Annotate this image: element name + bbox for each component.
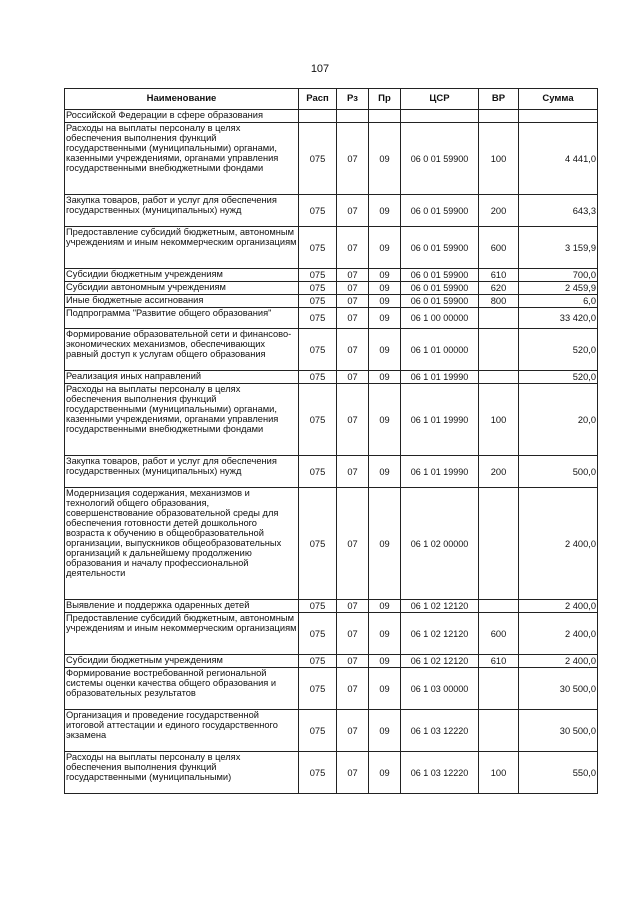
row-rz: 07 [337, 710, 369, 752]
table-row [65, 456, 598, 488]
header-sum: Сумма [519, 89, 598, 110]
row-rasp: 075 [299, 655, 337, 668]
row-name: Субсидии бюджетным учреждениям [65, 655, 299, 668]
row-pr: 09 [369, 613, 401, 655]
table-row [65, 308, 598, 329]
row-pr: 09 [369, 752, 401, 794]
row-name: Российской Федерации в сфере образования [65, 110, 299, 123]
header-vr: ВР [479, 89, 519, 110]
row-name: Формирование образовательной сети и финансово-экономических механизмов, обеспечивающих равный доступ к услугам общего образования [65, 329, 299, 371]
row-rasp: 075 [299, 488, 337, 600]
row-csr: 06 1 01 19990 [401, 371, 479, 384]
row-rasp: 075 [299, 227, 337, 269]
table-row [65, 295, 598, 308]
row-csr: 06 0 01 59900 [401, 269, 479, 282]
row-pr: 09 [369, 456, 401, 488]
row-sum: 550,0 [519, 752, 598, 794]
row-sum: 700,0 [519, 269, 598, 282]
table-row [65, 282, 598, 295]
row-rasp: 075 [299, 371, 337, 384]
row-csr: 06 0 01 59900 [401, 123, 479, 195]
row-pr: 09 [369, 668, 401, 710]
budget-table [64, 88, 598, 794]
row-sum: 33 420,0 [519, 308, 598, 329]
row-rasp: 075 [299, 195, 337, 227]
row-rasp: 075 [299, 282, 337, 295]
row-sum: 4 441,0 [519, 123, 598, 195]
row-rasp: 075 [299, 613, 337, 655]
header-csr: ЦСР [401, 89, 479, 110]
row-pr: 09 [369, 600, 401, 613]
table-row [65, 600, 598, 613]
row-sum: 2 400,0 [519, 655, 598, 668]
header-pr: Пр [369, 89, 401, 110]
row-csr: 06 0 01 59900 [401, 295, 479, 308]
row-rasp: 075 [299, 752, 337, 794]
row-vr: 200 [479, 456, 519, 488]
row-csr: 06 1 03 00000 [401, 668, 479, 710]
row-pr: 09 [369, 227, 401, 269]
row-pr: 09 [369, 384, 401, 456]
row-name: Субсидии автономным учреждениям [65, 282, 299, 295]
row-sum: 2 459,9 [519, 282, 598, 295]
row-rasp: 075 [299, 710, 337, 752]
table-row [65, 329, 598, 371]
row-sum: 6,0 [519, 295, 598, 308]
row-rz: 07 [337, 600, 369, 613]
row-name: Расходы на выплаты персоналу в целях обеспечения выполнения функций государственными (муниципальными) органами, казенными учреждениями, органами управления государственными внебюджетными фондами [65, 123, 299, 195]
header-rasp: Расп [299, 89, 337, 110]
row-rasp: 075 [299, 668, 337, 710]
row-rz: 07 [337, 329, 369, 371]
row-name: Предоставление субсидий бюджетным, автономным учреждениям и иным некоммерческим организациям [65, 227, 299, 269]
row-sum [519, 110, 598, 123]
row-rz: 07 [337, 308, 369, 329]
row-vr [479, 668, 519, 710]
row-rz: 07 [337, 752, 369, 794]
row-csr: 06 1 01 19990 [401, 456, 479, 488]
row-name: Расходы на выплаты персоналу в целях обеспечения выполнения функций государственными (муниципальными) [65, 752, 299, 794]
row-sum: 520,0 [519, 329, 598, 371]
table-row [65, 655, 598, 668]
row-vr: 610 [479, 655, 519, 668]
row-csr: 06 1 02 12120 [401, 600, 479, 613]
row-rz: 07 [337, 282, 369, 295]
row-pr: 09 [369, 123, 401, 195]
row-vr: 620 [479, 282, 519, 295]
row-rz: 07 [337, 195, 369, 227]
row-vr [479, 488, 519, 600]
row-pr: 09 [369, 269, 401, 282]
row-csr: 06 1 03 12220 [401, 710, 479, 752]
row-sum: 30 500,0 [519, 668, 598, 710]
row-rz: 07 [337, 295, 369, 308]
table-row [65, 195, 598, 227]
row-name: Иные бюджетные ассигнования [65, 295, 299, 308]
row-sum: 520,0 [519, 371, 598, 384]
row-name: Закупка товаров, работ и услуг для обеспечения государственных (муниципальных) нужд [65, 195, 299, 227]
row-rasp: 075 [299, 456, 337, 488]
row-csr: 06 1 02 12120 [401, 655, 479, 668]
row-pr: 09 [369, 329, 401, 371]
row-sum: 3 159,9 [519, 227, 598, 269]
row-pr: 09 [369, 195, 401, 227]
row-vr [479, 710, 519, 752]
row-csr: 06 0 01 59900 [401, 195, 479, 227]
row-pr: 09 [369, 282, 401, 295]
row-name: Закупка товаров, работ и услуг для обеспечения государственных (муниципальных) нужд [65, 456, 299, 488]
row-sum: 30 500,0 [519, 710, 598, 752]
row-rz: 07 [337, 668, 369, 710]
row-sum: 2 400,0 [519, 613, 598, 655]
row-sum: 20,0 [519, 384, 598, 456]
row-vr [479, 308, 519, 329]
row-sum: 2 400,0 [519, 488, 598, 600]
table-row [65, 710, 598, 752]
row-name: Реализация иных направлений [65, 371, 299, 384]
row-rasp: 075 [299, 123, 337, 195]
row-vr: 100 [479, 123, 519, 195]
table-row [65, 752, 598, 794]
row-csr [401, 110, 479, 123]
row-name: Выявление и поддержка одаренных детей [65, 600, 299, 613]
row-csr: 06 1 01 19990 [401, 384, 479, 456]
row-rz [337, 110, 369, 123]
row-name: Формирование востребованной региональной системы оценки качества общего образования и образовательных результатов [65, 668, 299, 710]
row-csr: 06 1 00 00000 [401, 308, 479, 329]
row-pr: 09 [369, 710, 401, 752]
table-row [65, 613, 598, 655]
row-name: Подпрограмма "Развитие общего образования" [65, 308, 299, 329]
row-csr: 06 0 01 59900 [401, 282, 479, 295]
row-name: Модернизация содержания, механизмов и технологий общего образования, совершенствование образовательной среды для обеспечения готовности детей дошкольного возраста к обучению в общеобразовательной организации, выпускников общеобразовательных организаций к дальнейшему продолжению образования и началу профессиональной деятельности [65, 488, 299, 600]
table-row [65, 269, 598, 282]
row-pr: 09 [369, 371, 401, 384]
row-rasp: 075 [299, 384, 337, 456]
row-csr: 06 1 02 12120 [401, 613, 479, 655]
row-rasp: 075 [299, 295, 337, 308]
row-pr: 09 [369, 295, 401, 308]
row-rz: 07 [337, 488, 369, 600]
row-rasp: 075 [299, 308, 337, 329]
row-vr: 610 [479, 269, 519, 282]
row-name: Субсидии бюджетным учреждениям [65, 269, 299, 282]
row-vr: 100 [479, 752, 519, 794]
row-rasp: 075 [299, 269, 337, 282]
row-vr: 200 [479, 195, 519, 227]
table-row [65, 371, 598, 384]
row-vr: 800 [479, 295, 519, 308]
row-name: Предоставление субсидий бюджетным, автономным учреждениям и иным некоммерческим организациям [65, 613, 299, 655]
table-row [65, 227, 598, 269]
row-csr: 06 1 03 12220 [401, 752, 479, 794]
row-pr [369, 110, 401, 123]
row-vr [479, 110, 519, 123]
row-vr [479, 371, 519, 384]
row-rasp [299, 110, 337, 123]
row-rz: 07 [337, 227, 369, 269]
table-row [65, 668, 598, 710]
row-vr [479, 329, 519, 371]
row-sum: 643,3 [519, 195, 598, 227]
row-rasp: 075 [299, 600, 337, 613]
row-name: Расходы на выплаты персоналу в целях обеспечения выполнения функций государственными (муниципальными) органами, казенными учреждениями, органами управления государственными внебюджетными фондами [65, 384, 299, 456]
row-csr: 06 1 02 00000 [401, 488, 479, 600]
row-csr: 06 1 01 00000 [401, 329, 479, 371]
header-name: Наименование [65, 89, 299, 110]
row-pr: 09 [369, 488, 401, 600]
row-csr: 06 0 01 59900 [401, 227, 479, 269]
row-sum: 500,0 [519, 456, 598, 488]
row-rz: 07 [337, 371, 369, 384]
row-rz: 07 [337, 655, 369, 668]
row-vr: 600 [479, 227, 519, 269]
table-row [65, 384, 598, 456]
table-row [65, 123, 598, 195]
header-rz: Рз [337, 89, 369, 110]
row-rz: 07 [337, 384, 369, 456]
row-rz: 07 [337, 456, 369, 488]
row-rz: 07 [337, 269, 369, 282]
table-row [65, 488, 598, 600]
row-rasp: 075 [299, 329, 337, 371]
row-pr: 09 [369, 655, 401, 668]
row-name: Организация и проведение государственной итоговой аттестации и единого государственного экзамена [65, 710, 299, 752]
row-sum: 2 400,0 [519, 600, 598, 613]
table-row [65, 110, 598, 123]
row-rz: 07 [337, 123, 369, 195]
page-number: 107 [310, 63, 330, 75]
row-vr [479, 600, 519, 613]
row-vr: 600 [479, 613, 519, 655]
row-vr: 100 [479, 384, 519, 456]
table-header-row [65, 89, 598, 110]
row-rz: 07 [337, 613, 369, 655]
row-pr: 09 [369, 308, 401, 329]
